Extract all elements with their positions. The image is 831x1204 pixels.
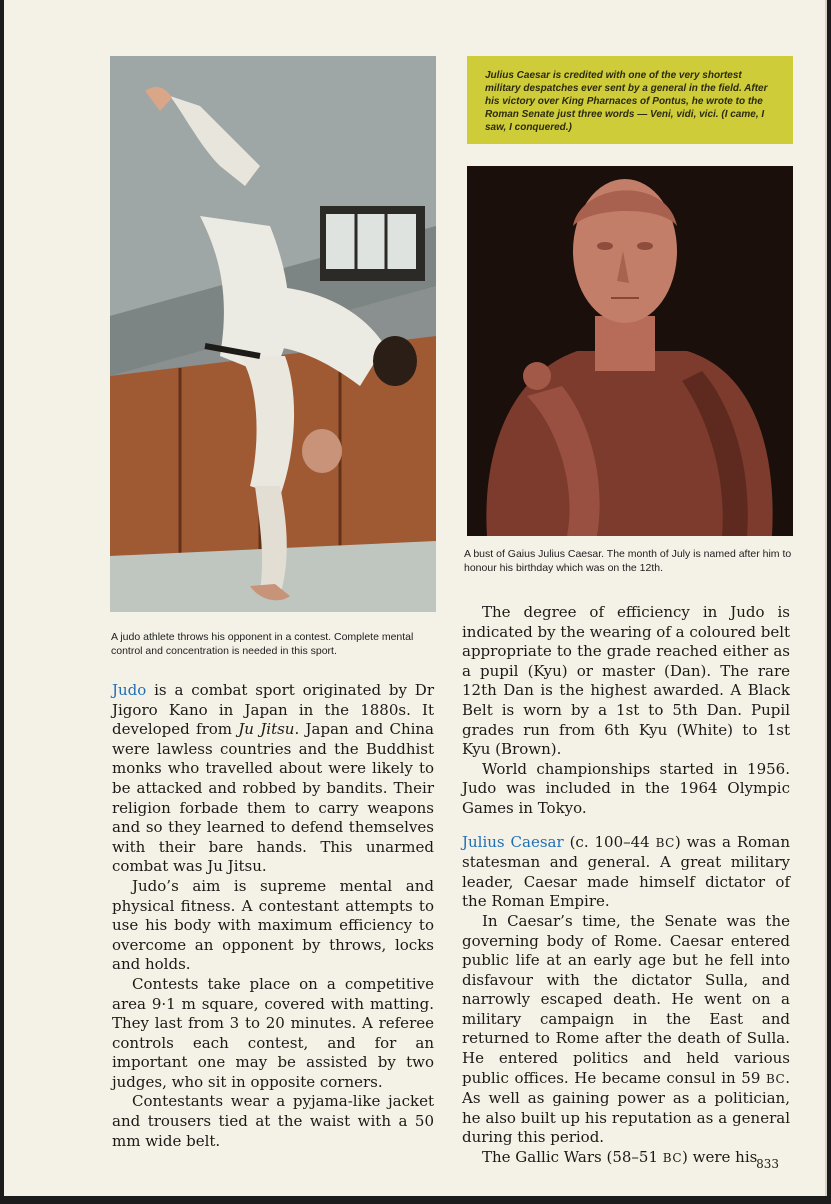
judo-paragraph-4: Contestants wear a pyjama-like jacket and trousers tied at the waist with a 50 mm wide belt. bbox=[112, 1092, 434, 1150]
caesar-p3-text-b: ) were his bbox=[682, 1148, 758, 1167]
judo-photo-caption: A judo athlete throws his opponent in a contest. Complete mental control and concentration is needed in this sport. bbox=[111, 631, 414, 657]
book-page bbox=[4, 0, 827, 1196]
judo-paragraph-2: Judo’s aim is supreme mental and physical fitness. A contestant attempts to use his body with maximum efficiency to overcome an opponent by throws, locks and holds. bbox=[112, 876, 434, 974]
caesar-bust-photo bbox=[467, 166, 793, 536]
caesar-era-bc: BC bbox=[655, 835, 675, 850]
judo-paragraph-6: World championships started in 1956. Judo was included in the 1964 Olympic Games in Tokyo. bbox=[462, 759, 790, 817]
caesar-paragraph-2 bbox=[462, 912, 790, 1148]
judo-paragraph-1 bbox=[112, 681, 434, 877]
judo-paragraph-5: The degree of efficiency in Judo is indicated by the wearing of a coloured belt appropriate to the grade reached either as a pupil (Kyu) or master (Dan). The rare 12th Dan is the highest awarded. A Black Belt is worn by a 1st to 5th Dan. Pupil grades run from 6th Kyu (White) to 1st Kyu (Brown). bbox=[462, 603, 791, 759]
caesar-p2-text-a: In Caesar’s time, the Senate was the governing body of Rome. Caesar entered public life at an early age but he fell into disfavour with the dictator Sulla, and narrowly escaped death. He went on a military campaign in the East and returned to Rome after the death of Sulla. He entered politics and held various public offices. He became consul in 59 bbox=[462, 911, 790, 1087]
right-text-column bbox=[462, 603, 790, 1169]
caesar-p2-text-b: . As well as gaining power as a politician, he also built up his reputation as a general during this period. bbox=[462, 1068, 790, 1147]
caesar-paragraph-1 bbox=[462, 833, 790, 912]
judo-heading: Judo bbox=[112, 681, 147, 699]
caesar-era-bc-3: BC bbox=[662, 1151, 683, 1166]
judo-throw-illustration bbox=[110, 56, 436, 612]
caesar-fact-box: Julius Caesar is credited with one of the very shortest military despatches ever sent by a general in the field. After his victory over King Pharnaces of Pontus, he wrote to the Roman Senate just three words — Veni, vidi, vici. (I came, I saw, I conquered.) bbox=[467, 56, 793, 144]
caesar-heading: Julius Caesar bbox=[462, 832, 564, 851]
left-text-column bbox=[112, 681, 434, 1151]
judo-throw-photo bbox=[110, 56, 436, 612]
caesar-photo-caption: A bust of Gaius Julius Caesar. The month of July is named after him to honour his birthday which was on the 12th. bbox=[464, 548, 792, 574]
judo-p1-italic: Ju Jitsu bbox=[238, 720, 295, 739]
caesar-p1-text-b: ) was a Roman statesman and general. A great military leader, Caesar made himself dictator of the Roman Empire. bbox=[462, 832, 791, 911]
judo-p1-text-b: . Japan and China were lawless countries and the Buddhist monks who travelled about were likely to be attacked and robbed by bandits. Their religion forbade them to carry weapons and so they learned to defend themselves with their bare hands. This unarmed combat was Ju Jitsu. bbox=[112, 720, 435, 876]
caesar-era-bc-2: BC bbox=[765, 1071, 786, 1086]
page-number: 833 bbox=[756, 1157, 779, 1171]
caesar-p3-text-a: The Gallic Wars (58–51 bbox=[482, 1148, 663, 1167]
caesar-bust-illustration bbox=[467, 166, 793, 536]
caesar-paragraph-3 bbox=[462, 1148, 790, 1169]
judo-p1-text-a: is a combat sport originated by Dr Jigoro Kano in Japan in the 1880s. It developed from bbox=[112, 681, 434, 739]
caesar-p1-text-a: (c. 100–44 bbox=[563, 832, 656, 851]
judo-paragraph-3: Contests take place on a competitive area 9·1 m square, covered with matting. They last from 3 to 20 minutes. A referee controls each contest, and for an important one may be assisted by two judges, who sit in opposite corners. bbox=[112, 974, 434, 1091]
